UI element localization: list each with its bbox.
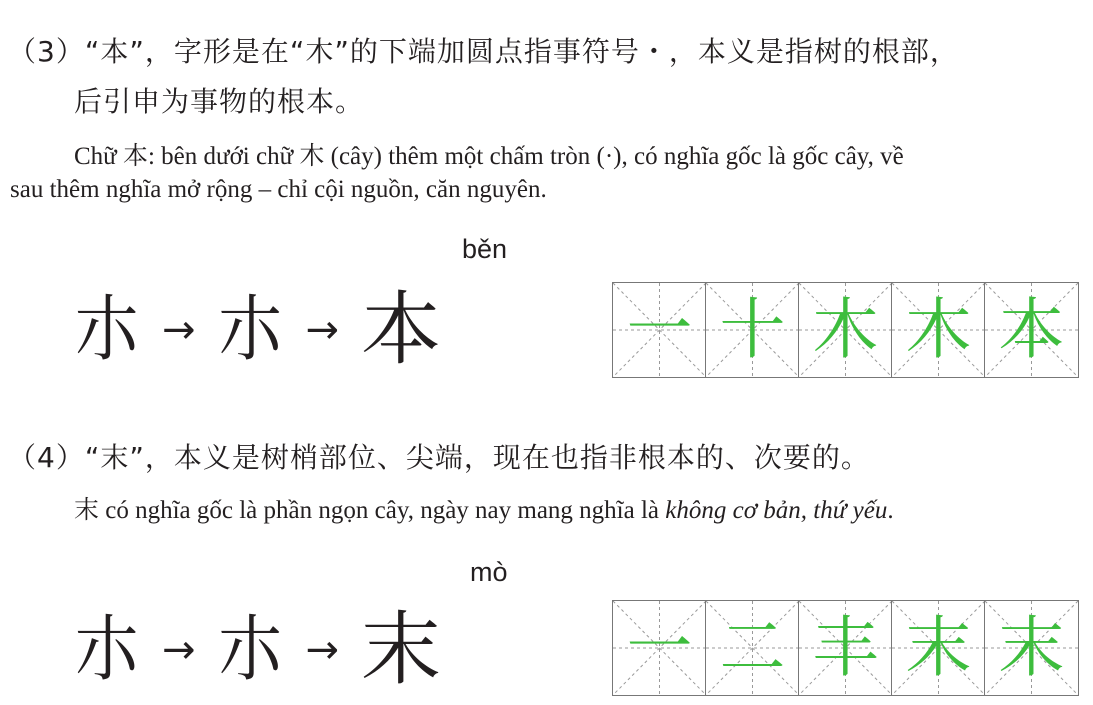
stroke-step-cell bbox=[799, 601, 892, 695]
section3-chinese-line2: 后引申为事物的根本。 bbox=[74, 85, 365, 118]
stroke-step-glyph: 十 bbox=[719, 291, 786, 368]
section4-pinyin: mò bbox=[470, 557, 508, 587]
arrow-icon: → bbox=[162, 627, 196, 673]
section3-evolution bbox=[74, 283, 442, 376]
section3-stroke-order-grid bbox=[612, 282, 1079, 378]
section4-vietnamese-text: 末 có nghĩa gốc là phần ngọn cây, ngày nay mang nghĩa là bbox=[74, 497, 666, 524]
stroke-step-cell bbox=[706, 601, 799, 695]
stroke-step-glyph: 木 bbox=[905, 291, 972, 368]
section3-pinyin: běn bbox=[462, 234, 508, 264]
clerical-script-glyph: 朩 bbox=[217, 607, 284, 692]
stroke-step-cell bbox=[799, 283, 892, 377]
arrow-icon: → bbox=[162, 307, 196, 353]
stroke-step-cell bbox=[985, 283, 1078, 377]
stroke-step-cell bbox=[613, 601, 706, 695]
arrow-icon: → bbox=[305, 307, 340, 353]
section3-vietnamese-line2: sau thêm nghĩa mở rộng – chỉ cội nguồn, căn nguyên. bbox=[10, 176, 547, 203]
stroke-step-glyph: 本 bbox=[998, 291, 1065, 368]
section4-vietnamese-italic: không cơ bản, thứ yếu bbox=[665, 497, 888, 524]
stroke-step-glyph: 木 bbox=[812, 291, 879, 368]
section3-chinese-line1: （3）“本”，字形是在“木”的下端加圆点指事符号・，本义是指树的根部， bbox=[8, 35, 959, 68]
stroke-step-cell bbox=[985, 601, 1078, 695]
arrow-icon: → bbox=[305, 627, 340, 673]
stroke-step-glyph: 一 bbox=[626, 291, 693, 368]
stroke-step-cell bbox=[892, 283, 985, 377]
section3-vietnamese-line1: Chữ 本: bên dưới chữ 木 (cây) thêm một chấm tròn (·), có nghĩa gốc là gốc cây, về bbox=[74, 143, 904, 170]
seal-script-glyph: 朩 bbox=[74, 287, 140, 372]
section4-chinese-line1: （4）“末”，本义是树梢部位、尖端，现在也指非根本的、次要的。 bbox=[8, 441, 870, 474]
clerical-script-glyph: 朩 bbox=[217, 287, 284, 372]
stroke-step-glyph: 二 bbox=[719, 609, 786, 686]
section4-stroke-order-grid bbox=[612, 600, 1079, 696]
stroke-step-cell bbox=[706, 283, 799, 377]
modern-glyph: 本 bbox=[361, 283, 442, 376]
stroke-step-cell bbox=[613, 283, 706, 377]
section4-vietnamese-line bbox=[74, 490, 894, 526]
stroke-step-glyph: 丰 bbox=[812, 609, 879, 686]
modern-glyph: 末 bbox=[361, 603, 442, 696]
stroke-step-cell bbox=[892, 601, 985, 695]
stroke-step-glyph: 末 bbox=[998, 609, 1065, 686]
seal-script-glyph: 朩 bbox=[74, 607, 140, 692]
section4-evolution bbox=[74, 603, 442, 696]
stroke-step-glyph: 一 bbox=[626, 609, 693, 686]
section4-vietnamese-end: . bbox=[887, 497, 894, 524]
stroke-step-glyph: 末 bbox=[905, 609, 972, 686]
